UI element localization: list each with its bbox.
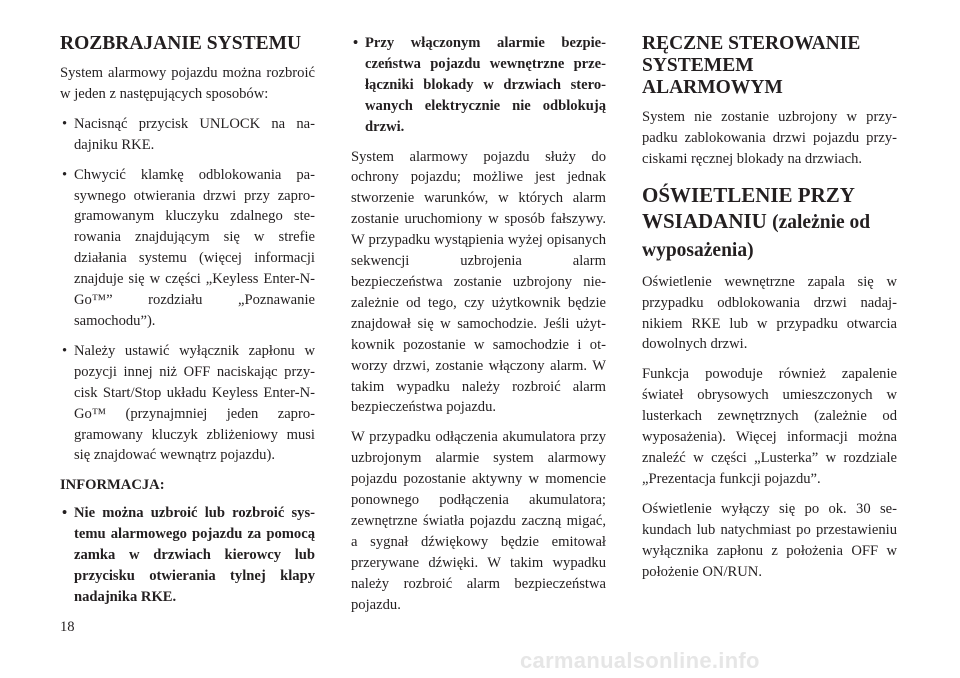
section-title-entry-lighting [642, 182, 897, 264]
paragraph: System alarmowy pojazdu służy do ochrony pojazdu; możliwe jest jednak stworzenie warunków, w których alarm zostanie uruchomiony w sposób fałszywy. W przypadku wystąpienia wyżej opisanych sekwencji uzbrojenia alarm bezpieczeństwa zostanie uzbrojony niezależnie od tego, czy użytkownik będzie znajdował się w samochodzie. Jeśli użytkownik pozostanie w samochodzie i otworzy drzwi, zostanie włączony alarm. W takim wypadku należy rozbroić alarm bezpieczeństwa pojazdu. [351, 148, 606, 416]
paragraph: W przypadku odłączenia akumulatora przy uzbrojonym alarmie system alarmowy pojazdu pozostanie aktywny w momencie ponownego podłączenia akumulatora; zewnętrzne światła pojazdu zaczną migać, a sygnał dźwiękowy będzie emitował przerywane dźwięki. W takim wypadku należy rozbroić alarm bezpieczeństwa pojazdu. [351, 429, 606, 613]
list-item: • Nacisnąć przycisk UNLOCK na nadajniku RKE. [60, 114, 315, 156]
list-item: • Należy ustawić wyłącznik zapłonu w pozycji innej niż OFF naciskając przycisk Start/Stop układu Keyless Enter-N-Go™ (przynajmniej jeden zaprogramowany kluczyk zbliżeniowy musi się znajdować wewnątrz pojazdu). [60, 341, 315, 466]
paragraph: Funkcja powoduje również zapalenie świateł obrysowych umieszczonych w lusterkach zewnętrznych (zależnie od wyposażenia). Więcej informacji można znaleźć w części „Lusterka” w rozdziale „Prezentacja funkcji pojazdu”. [642, 366, 897, 487]
paragraph: Oświetlenie wewnętrzne zapala się w przypadku odblokowania drzwi nadajnikiem RKE lub w przypadku otwarcia dowolnych drzwi. [642, 273, 897, 353]
paragraph: System nie zostanie uzbrojony w przypadku zablokowania drzwi pojazdu przyciskami ręcznej blokady na drzwiach. [642, 109, 897, 167]
page-number: 18 [60, 619, 75, 635]
entry-lighting-title: OŚWIETLENIE PRZY WSIADANIU [642, 182, 855, 233]
entry-lighting-suffix: (zależnie od wyposażenia) [642, 211, 871, 261]
column-right [642, 33, 897, 591]
note-item: • Nie można uzbroić lub rozbroić systemu alarmowego pojazdu za pomocą zamka w drzwiach kierowcy lub przycisku otwierania tylnej klapy nadajnika RKE. [60, 503, 315, 608]
watermark: carmanualsonline.info [520, 648, 760, 673]
column-middle [351, 33, 606, 624]
note-item: • Przy włączonym alarmie bezpieczeństwa pojazdu wewnętrzne przełączniki blokady w drzwiach sterowanych elektrycznie nie odblokują drzwi. [351, 33, 606, 138]
column-left [60, 33, 315, 617]
section-title-manual-alarm: RĘCZNE STEROWANIE SYSTEMEM ALARMOWYM [642, 33, 861, 98]
disarm-intro: System alarmowy pojazdu można rozbroić w jeden z następujących sposobów: [60, 65, 315, 102]
section-title-disarm: ROZBRAJANIE SYSTEMU [60, 33, 302, 54]
note-label: INFORMACJA: [60, 477, 165, 494]
paragraph: Oświetlenie wyłączy się po ok. 30 sekundach lub natychmiast po przestawieniu wyłącznika zapłonu z położenia OFF w położenie ON/RUN. [642, 500, 897, 580]
list-item: • Chwycić klamkę odblokowania pasywnego otwierania drzwi przy zaprogramowanym kluczyku zdalnego sterowania znajdującym się w strefie działania systemu (więcej informacji znajduje się w części „Keyless Enter-N-Go™” rozdziału „Poznawanie samochodu”). [60, 165, 315, 332]
